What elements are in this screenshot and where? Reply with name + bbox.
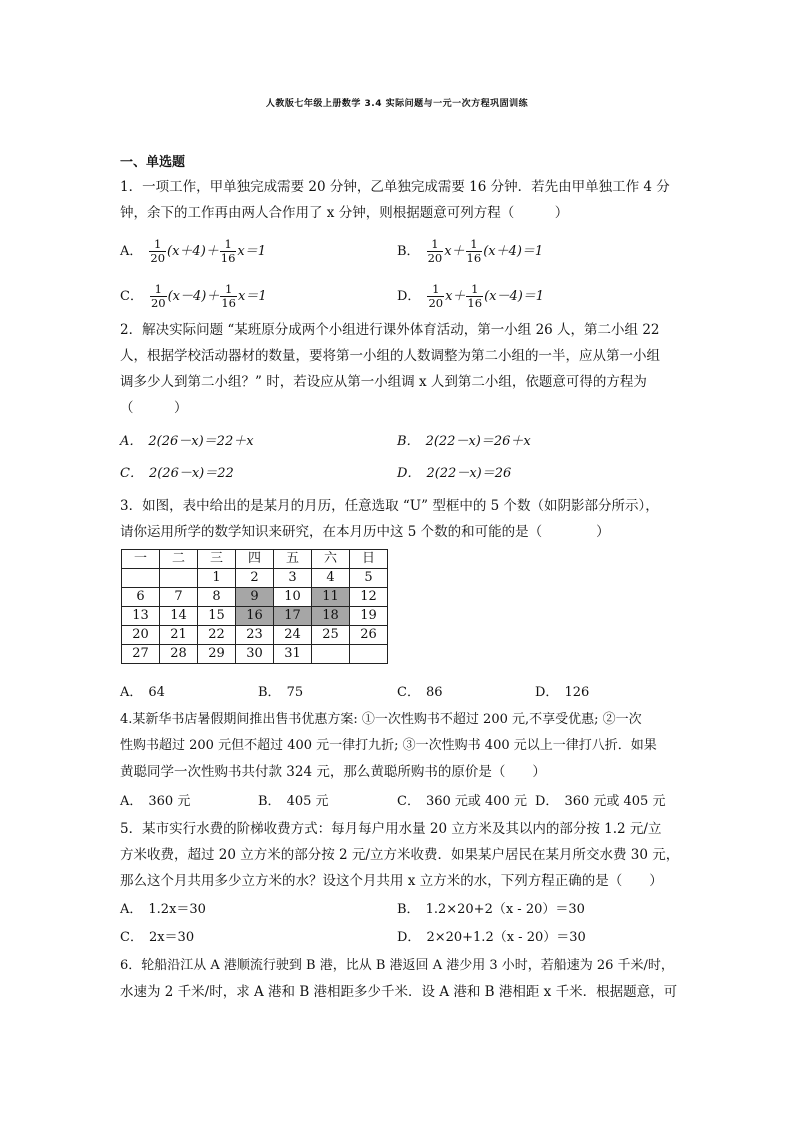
calendar-cell: [350, 645, 388, 664]
option-text: 2(26－x)＝22: [148, 466, 234, 481]
calendar-cell: 25: [312, 626, 350, 645]
q1-line-1: 1．一项工作，甲单独完成需要 20 分钟，乙单独完成需要 16 分钟．若先由甲单独工作 4 分: [120, 179, 670, 195]
q3-option-c[interactable]: [397, 683, 443, 703]
calendar-cell: 24: [274, 626, 312, 645]
calendar-cell: 1: [198, 569, 236, 588]
calendar-cell: 14: [160, 607, 198, 626]
q3-option-d[interactable]: [535, 683, 589, 703]
calendar-cell: 4: [312, 569, 350, 588]
option-math: x＝1: [237, 244, 267, 259]
q4-line-2: 性购书超过 200 元但不超过 400 元一律打九折; ③一次性购书 400 元以上一律打八折．如果: [120, 738, 657, 753]
q5-option-b[interactable]: [397, 900, 585, 920]
option-label: D．: [535, 794, 559, 809]
calendar-cell: 2: [236, 569, 274, 588]
q4-line-1: 4.某新华书店暑假期间推出售书优惠方案: ①一次性购书不超过 200 元,不享受优惠; ②一次: [120, 712, 642, 727]
q6-line-1: 6．轮船沿江从 A 港顺流行驶到 B 港，比从 B 港返回 A 港少用 3 小时，若船速为 26 千米/时，: [120, 958, 674, 973]
calendar-row: [122, 569, 388, 588]
option-label: B．: [258, 794, 281, 809]
calendar-cell: 5: [350, 569, 388, 588]
option-math: x＝1: [237, 289, 267, 304]
option-text: 1.2×20+2（x - 20）＝30: [425, 902, 585, 917]
option-text: 360 元或 400 元: [425, 794, 527, 809]
q1-line-2: 钟，余下的工作再由两人合作用了 x 分钟，则根据题意可列方程（ ）: [120, 205, 569, 221]
option-text: 405 元: [286, 794, 329, 809]
calendar-cell: 31: [274, 645, 312, 664]
q1-option-a[interactable]: [120, 238, 266, 265]
fraction: $\frac{1}{20}$: [428, 282, 444, 310]
fraction: $\frac{1}{16}$: [466, 237, 482, 265]
calendar-cell: 27: [122, 645, 160, 664]
option-label: A．: [120, 685, 143, 700]
option-math: (x＋4)＝1: [483, 244, 544, 259]
calendar-cell: 8: [198, 588, 236, 607]
option-math: x＋: [444, 244, 465, 259]
calendar-header-cell: 日: [350, 550, 388, 569]
option-label: A．: [120, 434, 143, 449]
q2-line-2: 人，根据学校活动器材的数量，要将第一小组的人数调整为第二小组的一半，应从第一小组: [120, 348, 660, 364]
calendar-cell: [122, 569, 160, 588]
option-label: D．: [535, 685, 559, 700]
option-label: C．: [397, 794, 420, 809]
q2-option-b[interactable]: [397, 432, 531, 452]
q4-option-d[interactable]: [535, 792, 665, 812]
q4-line-3: 黄聪同学一次性购书共付款 324 元，那么黄聪所购书的原价是（ ）: [120, 764, 546, 780]
option-math: x＋: [445, 289, 466, 304]
option-text: 1.2x＝30: [148, 902, 206, 917]
calendar-row: [122, 607, 388, 626]
option-math: (x＋4)＋: [167, 244, 219, 259]
q1-option-d[interactable]: [397, 283, 544, 310]
option-text: 2(26－x)＝22＋x: [148, 434, 254, 449]
q5-line-3: 那么这个月共用多少立方米的水？设这个月共用 x 立方米的水，下列方程正确的是（ ）: [120, 873, 663, 889]
calendar-cell: 12: [350, 588, 388, 607]
calendar-cell: [160, 569, 198, 588]
option-label: A．: [120, 902, 143, 917]
calendar-cell: 30: [236, 645, 274, 664]
q2-option-d[interactable]: [397, 464, 511, 484]
option-label: C．: [120, 289, 143, 304]
option-label: C．: [120, 466, 143, 481]
calendar-header-cell: 二: [160, 550, 198, 569]
option-label: D．: [397, 466, 421, 481]
fraction: $\frac{1}{20}$: [150, 237, 166, 265]
section-heading: 一、单选题: [120, 155, 186, 170]
q5-option-d[interactable]: [397, 928, 586, 948]
q3-line-2: 请你运用所学的数学知识来研究，在本月历中这 5 个数的和可能的是（ ）: [120, 524, 610, 540]
calendar-cell: 28: [160, 645, 198, 664]
option-label: D．: [397, 930, 421, 945]
q2-option-c[interactable]: [120, 464, 234, 484]
option-math: (x－4)＋: [167, 289, 220, 304]
q3-option-b[interactable]: [258, 683, 303, 703]
calendar-cell: 23: [236, 626, 274, 645]
fraction: $\frac{1}{20}$: [427, 237, 443, 265]
option-label: A．: [120, 244, 143, 259]
q4-option-a[interactable]: [120, 792, 190, 812]
q1-option-b[interactable]: [397, 238, 543, 265]
option-text: 64: [148, 685, 165, 700]
option-text: 75: [286, 685, 304, 700]
q1-option-c[interactable]: [120, 283, 267, 310]
calendar-cell: 3: [274, 569, 312, 588]
q4-option-c[interactable]: [397, 792, 527, 812]
calendar-cell: 10: [274, 588, 312, 607]
option-text: 2(22－x)＝26: [426, 466, 512, 481]
q2-line-4: （ ）: [120, 400, 188, 416]
calendar-cell: 21: [160, 626, 198, 645]
calendar-header-row: [122, 550, 388, 569]
fraction: $\frac{1}{16}$: [221, 282, 236, 310]
q2-line-3: 调多少人到第二小组？” 时，若设应从第一小组调 x 人到第二小组，依题意可得的方程为: [120, 374, 647, 390]
calendar-cell: 9: [236, 588, 274, 607]
calendar-cell: 13: [122, 607, 160, 626]
page-title: 人教版七年级上册数学 3.4 实际问题与一元一次方程巩固训练: [265, 99, 529, 109]
option-label: B．: [397, 244, 420, 259]
q3-option-a[interactable]: [120, 683, 165, 703]
calendar-cell: 19: [350, 607, 388, 626]
option-text: 360 元或 405 元: [564, 794, 666, 809]
calendar-cell: 20: [122, 626, 160, 645]
calendar-cell: 6: [122, 588, 160, 607]
calendar-header-cell: 五: [274, 550, 312, 569]
q5-option-a[interactable]: [120, 900, 206, 920]
option-label: C．: [397, 685, 420, 700]
q5-option-c[interactable]: [120, 928, 194, 948]
q5-line-1: 5．某市实行水费的阶梯收费方式：每月每户用水量 20 立方米及其以内的部分按 1.2 元/立: [120, 821, 662, 837]
calendar-row: [122, 588, 388, 607]
calendar-header-cell: 三: [198, 550, 236, 569]
calendar-cell: 7: [160, 588, 198, 607]
calendar-cell: 18: [312, 607, 350, 626]
calendar-row: [122, 626, 388, 645]
calendar-cell: 29: [198, 645, 236, 664]
option-text: 2x＝30: [148, 930, 195, 945]
calendar-cell: 16: [236, 607, 274, 626]
q2-option-a[interactable]: [120, 432, 254, 452]
q2-line-1: 2．解决实际问题 “某班原分成两个小组进行课外体育活动，第一小组 26 人，第二小组 22: [120, 322, 660, 338]
calendar-cell: [312, 645, 350, 664]
calendar-cell: 22: [198, 626, 236, 645]
fraction: $\frac{1}{16}$: [467, 282, 483, 310]
calendar-cell: 17: [274, 607, 312, 626]
fraction: $\frac{1}{16}$: [220, 237, 236, 265]
option-label: C．: [120, 930, 143, 945]
calendar-cell: 15: [198, 607, 236, 626]
calendar-header-cell: 六: [312, 550, 350, 569]
option-label: D．: [397, 289, 421, 304]
option-text: 86: [425, 685, 443, 700]
calendar-cell: 11: [312, 588, 350, 607]
calendar-header-cell: 一: [122, 550, 160, 569]
option-label: B．: [397, 902, 420, 917]
option-label: A．: [120, 794, 143, 809]
fraction: $\frac{1}{20}$: [150, 282, 166, 310]
calendar-header-cell: 四: [236, 550, 274, 569]
option-text: 2(22－x)＝26＋x: [425, 434, 531, 449]
q3-line-1: 3．如图，表中给出的是某月的月历，任意选取 “U” 型框中的 5 个数（如阴影部分所示），: [120, 498, 659, 514]
option-label: B．: [258, 685, 281, 700]
option-text: 360 元: [148, 794, 191, 809]
option-label: B．: [397, 434, 420, 449]
q5-line-2: 方米收费，超过 20 立方米的部分按 2 元/立方米收费．如果某户居民在某月所交水费 30 元，: [120, 847, 680, 863]
calendar-table: [121, 549, 388, 664]
q4-option-b[interactable]: [258, 792, 329, 812]
option-math: (x－4)＝1: [484, 289, 545, 304]
calendar-row: [122, 645, 388, 664]
option-text: 2×20+1.2（x - 20）＝30: [426, 930, 586, 945]
option-text: 126: [564, 685, 590, 700]
calendar-cell: 26: [350, 626, 388, 645]
q6-line-2: 水速为 2 千米/时，求 A 港和 B 港相距多少千米．设 A 港和 B 港相距 x 千米．根据题意，可: [120, 984, 678, 1000]
